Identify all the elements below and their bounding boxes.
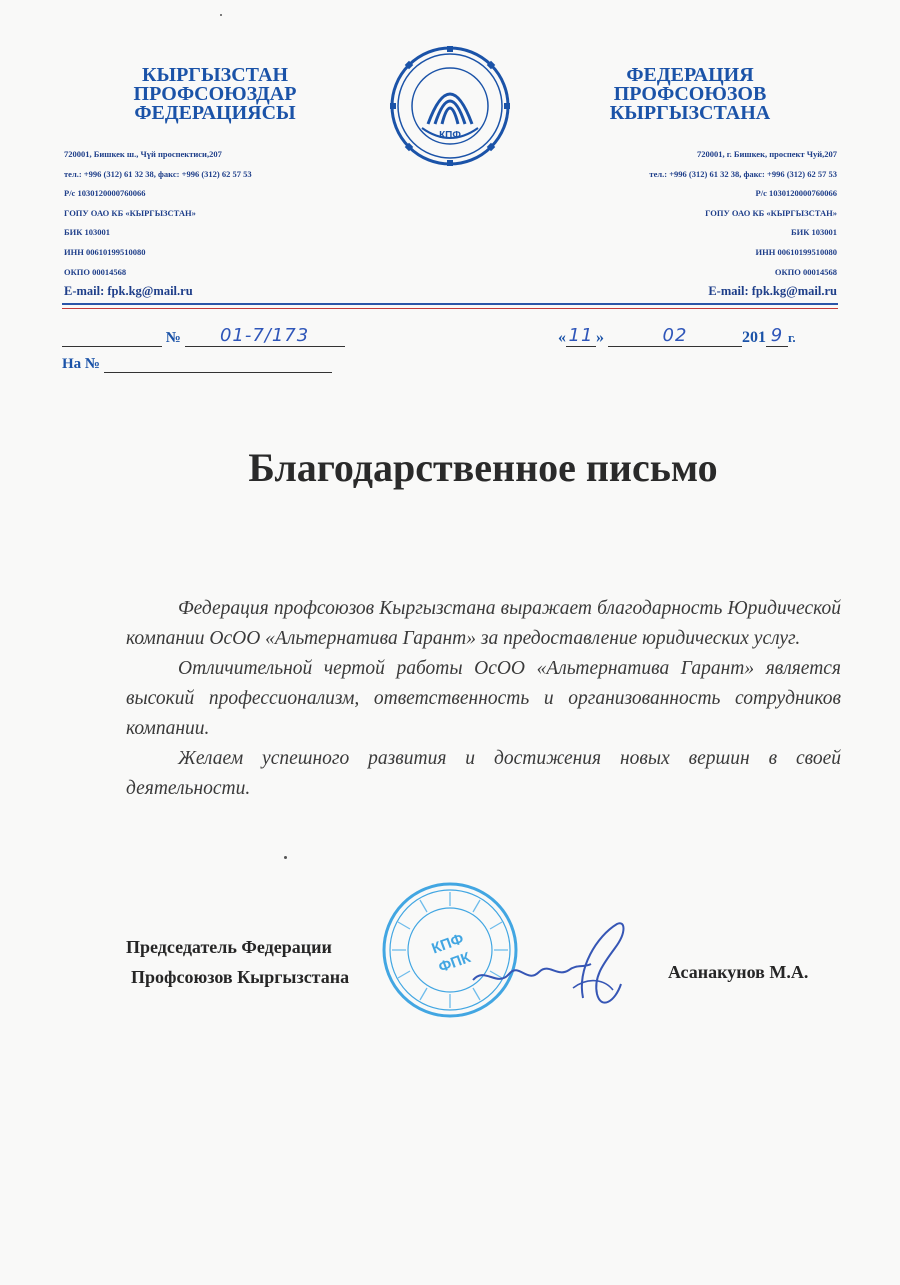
org-details-right (649, 145, 837, 300)
okpo-line: ОКПО 00014568 (774, 266, 837, 277)
reply-reference (62, 356, 332, 378)
bik-line: БИК 103001 (790, 227, 837, 238)
scan-speck (284, 856, 287, 859)
signer-position-line: Профсоюзов Кыргызстана (131, 967, 350, 987)
date-quote: « (558, 329, 566, 346)
stamp-abbreviation: КПФ (429, 930, 467, 958)
org-name-russian (560, 66, 820, 123)
okpo-line: ОКПО 00014568 (64, 266, 127, 277)
org-name-line: КЫРГЫЗСТАН (141, 64, 289, 86)
bik-line: БИК 103001 (64, 227, 111, 238)
account-line: Р/с 1030120000760066 (64, 188, 146, 199)
org-name-line: ФЕДЕРАЦИЯ (626, 64, 754, 86)
document-date (558, 325, 796, 351)
bank-line: ГОПУ ОАО КБ «КЫРГЫЗСТАН» (705, 207, 837, 218)
bank-line: ГОПУ ОАО КБ «КЫРГЫЗСТАН» (64, 207, 196, 218)
date-day-field (566, 325, 596, 347)
signer-position (126, 932, 349, 992)
outgoing-number (62, 325, 345, 351)
body-paragraph: Федерация профсоюзов Кыргызстана выражает благодарность Юридической компании ОсОО «Альтернатива Гарант» за предоставление юридических услуг. (126, 598, 841, 649)
address-line: 720001, Бишкек ш., Чүй проспектиси,207 (64, 149, 222, 159)
number-label: № (165, 330, 181, 346)
inn-line: ИНН 00610199510080 (64, 246, 146, 257)
number-value: 01-7/173 (219, 325, 310, 346)
emblem-abbreviation: КПФ (439, 130, 461, 141)
date-year-prefix: 201 (742, 329, 766, 346)
signer-position-line: Председатель Федерации (126, 937, 332, 957)
date-day: 11 (568, 325, 594, 346)
org-details-left (64, 145, 252, 300)
org-name-kyrgyz (85, 66, 345, 123)
date-month: 02 (662, 325, 688, 346)
date-year-field (766, 325, 788, 347)
reply-field (104, 372, 332, 373)
address-line: 720001, г. Бишкек, проспект Чуй,207 (697, 149, 837, 159)
letter-body (126, 594, 841, 804)
stamp-abbreviation: ФПК (436, 949, 473, 977)
date-suffix: г. (788, 330, 796, 345)
date-quote: » (596, 329, 604, 346)
date-month-field (608, 325, 742, 347)
body-paragraph: Отличительной чертой работы ОсОО «Альтернатива Гарант» является высокий профессионализм, ответственность и организованность сотрудников компании. (126, 658, 841, 739)
org-name-line: КЫРГЫЗСТАНА (609, 102, 771, 124)
org-name-line: ПРОФСОЮЗДАР (133, 83, 297, 105)
date-year-digit: 9 (770, 325, 784, 346)
letter-title: Благодарственное письмо (248, 445, 718, 490)
email-line: E-mail: fpk.kg@mail.ru (64, 284, 193, 299)
phone-line: тел.: +996 (312) 61 32 38, факс: +996 (312) 62 57 53 (649, 168, 837, 179)
letterhead-divider-red (62, 308, 838, 309)
signer-name: Асанакунов М.А. (668, 962, 809, 982)
email-line: E-mail: fpk.kg@mail.ru (708, 284, 837, 299)
reply-label: На № (62, 356, 100, 372)
body-paragraph: Желаем успешного развития и достижения новых вершин в своей деятельности. (126, 748, 841, 799)
union-emblem-logo (388, 44, 512, 168)
inn-line: ИНН 00610199510080 (755, 246, 837, 257)
org-name-line: ФЕДЕРАЦИЯСЫ (134, 102, 296, 124)
phone-line: тел.: +996 (312) 61 32 38, факс: +996 (312) 62 57 53 (64, 168, 252, 179)
org-name-line: ПРОФСОЮЗОВ (613, 83, 767, 105)
scan-speck (220, 14, 222, 16)
account-line: Р/с 1030120000760066 (755, 188, 837, 199)
number-field (185, 325, 345, 347)
blank-line (62, 346, 162, 347)
letterhead-divider-blue (62, 303, 838, 305)
handwritten-signature (465, 918, 645, 1018)
